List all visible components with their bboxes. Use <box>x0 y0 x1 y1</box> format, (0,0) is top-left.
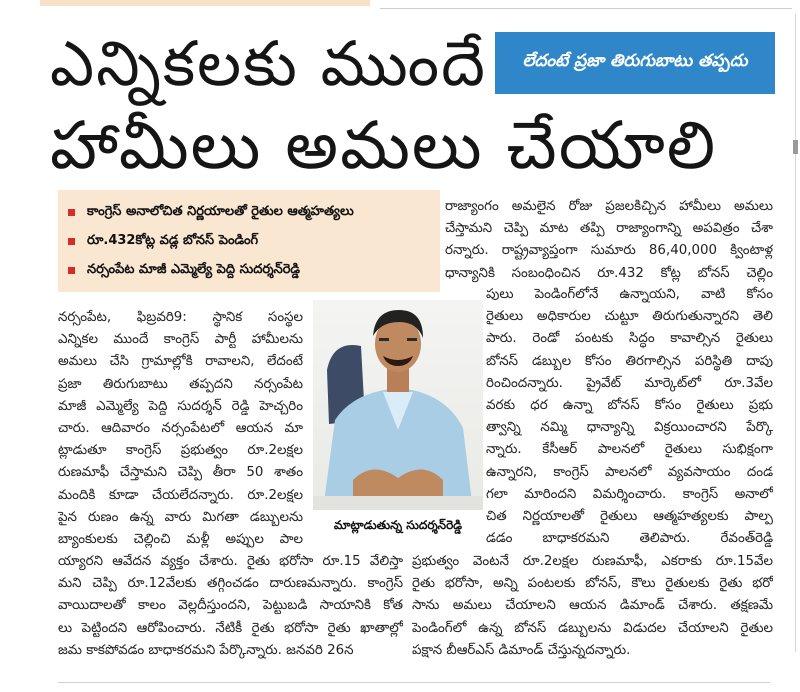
text-line: ప్రభుత్వం వెంటనే రూ.2లక్షల రుణమాఫీ, ఎకరాకు రూ.15వేల <box>412 554 773 569</box>
text-line: రన్నారు. రాష్ట్రవ్యాప్తంగా సుమారు 86,40,000 క్వింటాళ్ల <box>445 243 773 259</box>
text-line: ధాన్యానికి సంబంధించిన రూ.432 కోట్ల బోనస్ చెల్లిం <box>445 265 773 281</box>
text-line: వాయిదాలతో కాలం వెల్లదీస్తుందని, పెట్టుబడి సాయానికి కోత <box>58 598 403 614</box>
text-line: చిత నిర్ణయాలతో రైతులు ఆత్మహత్యలకు పాల్ప <box>486 508 773 524</box>
top-divider <box>380 8 792 9</box>
text-line: పులు పెండింగ్‌లోనే ఉన్నాయని, వాటి కోసం <box>486 287 773 302</box>
right-divider <box>795 14 796 652</box>
scroll-mark <box>793 140 798 154</box>
text-line: ఎన్నికల ముందే కాంగ్రెస్ పార్టీ హామీలను <box>58 332 303 348</box>
text-line: రించిందన్నారు. ప్రైవేట్ మార్కెట్‌లో రూ.3వేల <box>486 375 773 391</box>
text-line: సాను అమలు చేయాలని ఆయన డిమాండ్ చేశారు. తక్షణమే <box>412 598 773 614</box>
article-left-bottom <box>58 551 403 662</box>
photo-caption <box>313 510 483 542</box>
text-line: లు పెట్టిందని ఆరోపించారు. నేటికీ రైతు భరోసా రైతు ఖాతాల్లో <box>58 620 403 636</box>
text-line: రైతులు అధికారుల చుట్టూ తిరుగుతున్నారని తెలి <box>486 309 773 325</box>
text-line: అమలు చేసి గ్రామాల్లోకి రావాలని, లేదంటే <box>58 354 303 370</box>
text-line: బోనస్ డబ్బుల కోసం తిరగాల్సిన పరిస్థితి దాపు <box>486 353 773 369</box>
bottom-divider <box>58 682 770 683</box>
highlight-item <box>68 198 430 227</box>
highlight-item <box>68 227 430 256</box>
text-line: మందికి కూడా చేయలేదన్నారు. రూ.2లక్షల <box>58 487 303 503</box>
text-line: పెండింగ్‌లో ఉన్న బోనస్ డబ్బులను విడుదల చేయాలని రైతుల <box>412 620 773 636</box>
headline-line-1: ఎన్నికలకు ముందే <box>50 27 487 100</box>
photo-caption-text: మాట్లాడుతున్న సుదర్శన్‌రెడ్డి <box>333 517 463 532</box>
text-line: రుణమాఫీ చేస్తామని చెప్పి తీరా 50 శాతం <box>58 465 303 481</box>
highlights-box <box>58 190 440 292</box>
speaker-photo <box>313 300 483 510</box>
text-line: చారు. ఆదివారం నర్సంపేటలో ఆయన మా <box>58 420 303 436</box>
article-right-column <box>486 284 773 550</box>
text-line: గలా మారిందని విమర్శించారు. కాంగ్రెస్ అనాలో <box>486 486 773 502</box>
kicker-box <box>495 32 775 94</box>
article-right-top <box>445 196 773 285</box>
article-left-column <box>58 307 303 551</box>
text-line: య్యారని ఆవేదన వ్యక్తం చేశారు. రైతు భరోసా రూ.15 వేలిస్తా <box>58 554 403 569</box>
article-right-bottom <box>412 551 773 662</box>
highlight-text: రూ.432కోట్ల వడ్ల బోనస్ పెండింగ్ <box>87 232 259 248</box>
text-line: వరకు ధర ఉన్నా బోనస్ కోసం రైతులు ప్రభు <box>486 397 773 413</box>
text-line: ఉన్నారని, కాంగ్రెస్ పాలనలో వ్యవసాయం దండ <box>486 464 773 480</box>
top-color-strip <box>40 0 370 6</box>
text-line: డడం బాధాకరమని తెలిపారు. రేవంత్‌రెడ్డి <box>486 531 773 547</box>
headline-line-2: హామీలు అమలు చేయాలి <box>50 107 718 184</box>
text-line: ప్రజా తిరుగుబాటు తప్పదని నర్సంపేట <box>58 376 303 392</box>
text-line: చేస్తామని చెప్పి మాట తప్పి రాజ్యాంగాన్ని అపవిత్రం చేశా <box>445 221 773 237</box>
text-line: పారు. రెండో పంటకు సిద్ధం కావాల్సిన రైతులు <box>486 331 773 347</box>
highlight-text: నర్సంపేట మాజీ ఎమ్మెల్యే పెద్ది సుదర్శన్‌రెడ్డి <box>87 261 301 277</box>
text-line: పైన రుణం ఉన్న వారు మిగతా డబ్బులను <box>58 509 303 525</box>
text-line: రాజ్యాంగం అమలైన రోజు ప్రజలకిచ్చిన హామీలు అమలు <box>445 199 773 214</box>
text-line: త్వాన్ని నమ్మి ధాన్యాన్ని విక్రయించారని పేర్కొ <box>486 420 773 436</box>
text-line: రైతు భరోసా, అన్ని పంటలకు బోనస్, కౌలు రైతులకు రైతు భరో <box>412 576 773 592</box>
bullet-icon <box>68 267 75 274</box>
text-line: నర్సంపేట, ఫిబ్రవరి9: స్థానిక సంస్థల <box>58 310 303 325</box>
text-line: పక్షాన బీఆర్ఎస్ డిమాండ్ చేస్తున్నదన్నారు. <box>412 642 631 658</box>
person-illustration <box>313 300 483 510</box>
kicker-text: లేదంటే ప్రజా తిరుగుబాటు తప్పదు <box>522 51 748 71</box>
bullet-icon <box>68 238 75 245</box>
highlight-text: కాంగ్రెస్ అనాలోచిత నిర్ణయాలతో రైతుల ఆత్మహత్యలు <box>87 203 354 219</box>
text-line: ట్లాడుతూ కాంగ్రెస్ ప్రభుత్వం రూ.2లక్షల <box>58 443 303 459</box>
bullet-icon <box>68 209 75 216</box>
text-line: మాజీ ఎమ్మెల్యే పెద్ది సుదర్శన్ రెడ్డి హెచ్చరిం <box>58 398 303 414</box>
text-line: న్నారు. కేసీఆర్ పాలనలో రైతులు సుభిక్షంగా <box>486 442 773 458</box>
text-line: జమ కాకపోవడం బాధాకరమని పేర్కొన్నారు. జనవరి 26న <box>58 642 354 658</box>
highlight-item <box>68 256 430 285</box>
text-line: బ్యాంకులకు చెల్లించి మళ్లీ అప్పుల పాల <box>58 531 303 547</box>
text-line: మని చెప్పి రూ.12వేలకు తగ్గించడం దారుణమన్నారు. కాంగ్రెస్ <box>58 576 403 592</box>
